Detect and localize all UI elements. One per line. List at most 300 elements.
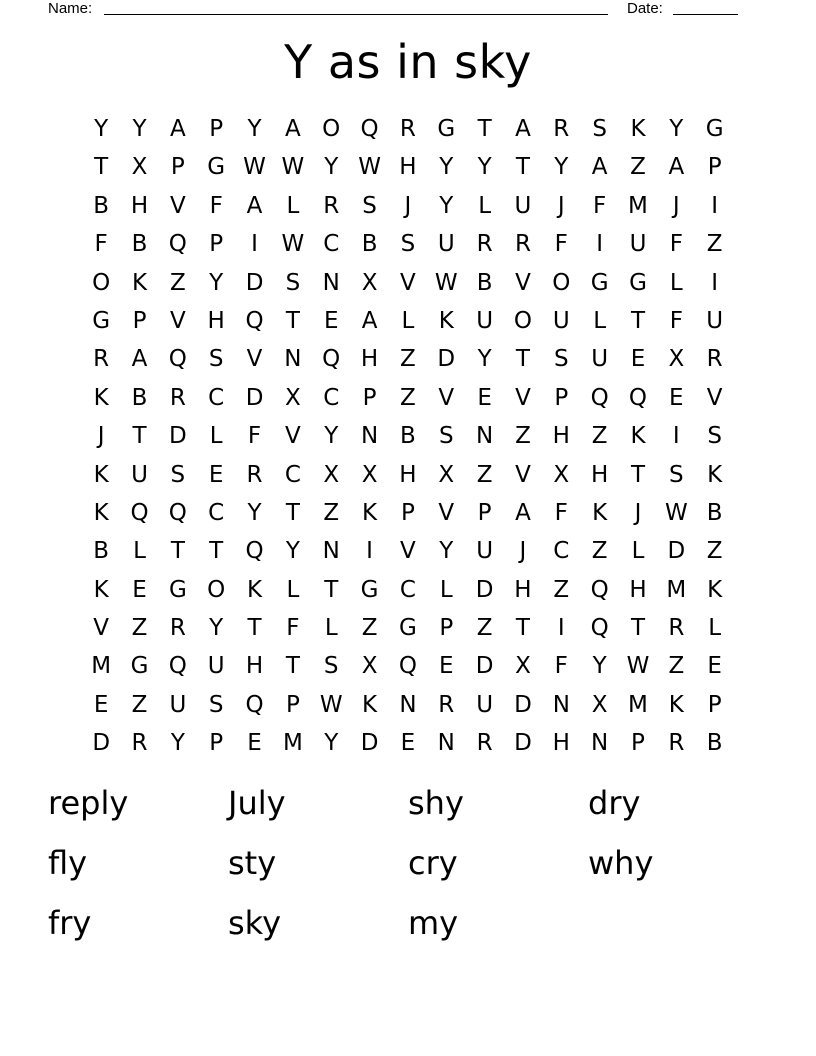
grid-cell: G <box>590 269 609 296</box>
grid-cell: U <box>552 307 570 334</box>
word-list-row <box>48 778 768 838</box>
grid-cell: E <box>400 730 416 757</box>
grid-cell: Z <box>553 576 570 603</box>
grid-cell: Z <box>630 154 646 181</box>
grid-cell: C <box>208 499 225 526</box>
grid-cell: R <box>131 730 148 757</box>
word-list-item: July <box>228 784 286 822</box>
grid-cell: U <box>514 192 532 219</box>
grid-cell: V <box>246 346 263 373</box>
grid-cell: P <box>209 116 224 142</box>
grid-cell: V <box>515 461 531 488</box>
grid-cell: J <box>97 423 105 450</box>
grid-cell: T <box>324 576 339 603</box>
grid-cell: N <box>591 730 609 757</box>
grid-cell: G <box>360 576 379 603</box>
grid-cell: C <box>284 461 301 488</box>
grid-cell: U <box>476 691 494 718</box>
grid-row <box>82 379 734 417</box>
grid-cell: Q <box>168 346 187 373</box>
grid-cell: B <box>400 423 416 450</box>
grid-cell: V <box>515 384 531 411</box>
grid-cell: X <box>361 461 378 488</box>
grid-cell: M <box>282 730 303 757</box>
grid-cell: P <box>132 307 147 334</box>
grid-cell: A <box>591 154 608 181</box>
grid-cell: P <box>439 615 454 642</box>
grid-cell: P <box>631 730 645 757</box>
grid-cell: C <box>323 384 340 411</box>
grid-cell: Y <box>132 116 147 142</box>
grid-cell: L <box>439 576 453 603</box>
grid-cell: J <box>634 499 642 526</box>
grid-cell: Y <box>324 730 339 757</box>
grid-cell: L <box>286 192 300 219</box>
grid-cell: N <box>476 423 494 450</box>
grid-cell: N <box>284 346 302 373</box>
grid-cell: O <box>322 116 341 142</box>
grid-cell: R <box>476 730 493 757</box>
grid-cell: F <box>593 192 607 219</box>
grid-cell: M <box>628 192 648 219</box>
grid-cell: Q <box>590 576 609 603</box>
grid-cell: B <box>706 730 723 757</box>
grid-cell: J <box>519 538 527 565</box>
grid-cell: R <box>169 384 186 411</box>
grid-cell: G <box>705 116 724 142</box>
grid-cell: R <box>399 116 416 142</box>
grid-cell: L <box>631 538 645 565</box>
grid-cell: P <box>209 231 224 258</box>
grid-cell: U <box>629 231 647 258</box>
grid-cell: D <box>667 538 686 565</box>
grid-cell: L <box>324 615 338 642</box>
grid-cell: I <box>711 269 719 296</box>
grid-cell: A <box>246 192 263 219</box>
grid-cell: H <box>552 423 570 450</box>
grid-cell: J <box>672 192 680 219</box>
grid-cell: P <box>707 691 722 718</box>
grid-cell: O <box>207 576 226 603</box>
grid-row <box>82 571 734 609</box>
grid-cell: R <box>553 116 570 142</box>
grid-cell: U <box>476 307 494 334</box>
grid-cell: V <box>438 384 455 411</box>
grid-cell: E <box>323 307 339 334</box>
grid-cell: K <box>592 499 608 526</box>
grid-row <box>82 264 734 302</box>
grid-row <box>82 609 734 647</box>
grid-cell: U <box>706 307 724 334</box>
grid-cell: K <box>707 576 723 603</box>
grid-cell: V <box>169 192 186 219</box>
grid-cell: F <box>669 307 683 334</box>
word-list-item: my <box>408 904 459 942</box>
grid-cell: K <box>93 576 109 603</box>
grid-cell: O <box>513 307 532 334</box>
grid-cell: L <box>478 192 492 219</box>
grid-cell: K <box>362 691 378 718</box>
grid-row <box>82 110 734 148</box>
grid-cell: Q <box>245 691 264 718</box>
grid-cell: Y <box>324 423 339 450</box>
grid-cell: T <box>285 653 300 680</box>
grid-cell: F <box>554 231 568 258</box>
grid-cell: Y <box>477 346 492 373</box>
grid-cell: Z <box>706 231 723 258</box>
word-list-item: reply <box>48 784 129 822</box>
grid-cell: W <box>626 653 650 680</box>
grid-cell: G <box>437 116 456 142</box>
grid-cell: V <box>93 615 110 642</box>
grid-cell: A <box>285 116 301 142</box>
grid-cell: Q <box>130 499 149 526</box>
grid-cell: P <box>209 730 224 757</box>
grid-cell: X <box>361 653 378 680</box>
word-list <box>48 778 768 958</box>
grid-cell: A <box>515 116 531 142</box>
grid-cell: G <box>92 307 111 334</box>
grid-cell: S <box>285 269 301 296</box>
grid-cell: R <box>514 231 531 258</box>
grid-row <box>82 417 734 455</box>
grid-cell: P <box>362 384 377 411</box>
worksheet-header <box>48 0 748 20</box>
grid-cell: L <box>593 307 607 334</box>
grid-cell: L <box>401 307 415 334</box>
name-input-line <box>104 14 608 15</box>
grid-cell: J <box>557 192 565 219</box>
grid-cell: K <box>93 499 109 526</box>
grid-cell: S <box>669 461 684 488</box>
grid-cell: S <box>323 653 339 680</box>
grid-cell: Y <box>209 269 224 296</box>
grid-cell: H <box>360 346 379 373</box>
grid-row <box>82 532 734 570</box>
grid-cell: V <box>438 499 455 526</box>
grid-cell: T <box>630 461 646 488</box>
grid-cell: U <box>131 461 148 488</box>
grid-cell: I <box>557 615 565 642</box>
grid-cell: O <box>552 269 571 296</box>
grid-cell: T <box>477 116 492 142</box>
grid-cell: T <box>515 154 530 181</box>
grid-cell: Z <box>591 538 608 565</box>
grid-cell: Y <box>554 154 569 181</box>
grid-cell: R <box>169 615 186 642</box>
grid-cell: R <box>93 346 110 373</box>
grid-cell: E <box>93 691 109 718</box>
grid-cell: Q <box>628 384 648 411</box>
grid-cell: K <box>668 691 684 718</box>
grid-cell: W <box>319 691 343 718</box>
grid-cell: N <box>399 691 417 718</box>
grid-cell: E <box>707 653 722 680</box>
grid-cell: T <box>630 615 646 642</box>
grid-cell: T <box>285 307 300 334</box>
grid-cell: S <box>362 192 377 219</box>
letter-grid <box>82 110 734 763</box>
grid-cell: U <box>591 346 609 373</box>
grid-cell: Q <box>168 653 187 680</box>
grid-cell: E <box>438 653 454 680</box>
grid-cell: E <box>208 461 224 488</box>
grid-cell: T <box>630 307 646 334</box>
grid-cell: D <box>360 730 379 757</box>
grid-cell: W <box>243 154 266 181</box>
grid-cell: B <box>131 231 148 258</box>
grid-cell: H <box>130 192 149 219</box>
grid-cell: P <box>707 154 722 181</box>
grid-cell: T <box>94 154 109 181</box>
grid-cell: F <box>286 615 300 642</box>
grid-cell: D <box>514 730 532 757</box>
word-list-item: sky <box>228 904 281 942</box>
grid-row <box>82 686 734 724</box>
grid-cell: D <box>475 653 494 680</box>
grid-cell: P <box>285 691 300 718</box>
grid-cell: S <box>208 346 224 373</box>
grid-cell: W <box>664 499 688 526</box>
grid-cell: Y <box>439 154 454 181</box>
grid-cell: N <box>360 423 379 450</box>
grid-cell: L <box>209 423 223 450</box>
grid-cell: R <box>668 730 685 757</box>
grid-cell: Q <box>360 116 379 142</box>
word-list-item: sty <box>228 844 277 882</box>
grid-cell: V <box>400 269 416 296</box>
grid-cell: W <box>434 269 458 296</box>
grid-row <box>82 340 734 378</box>
date-label: Date: <box>627 0 663 17</box>
grid-cell: T <box>132 423 147 450</box>
grid-cell: Y <box>285 538 300 565</box>
grid-cell: E <box>132 576 147 603</box>
grid-cell: A <box>515 499 531 526</box>
grid-cell: K <box>93 384 109 411</box>
grid-cell: F <box>669 231 683 258</box>
grid-row <box>82 724 734 762</box>
grid-cell: Z <box>668 653 685 680</box>
grid-cell: U <box>476 538 494 565</box>
grid-cell: D <box>92 730 111 757</box>
grid-cell: E <box>477 384 492 411</box>
grid-cell: G <box>207 154 226 181</box>
grid-cell: L <box>286 576 300 603</box>
grid-cell: S <box>400 231 416 258</box>
grid-cell: R <box>668 615 685 642</box>
grid-cell: P <box>170 154 185 181</box>
grid-cell: F <box>554 653 568 680</box>
word-list-row <box>48 838 768 898</box>
page-title: Y as in sky <box>284 35 532 89</box>
grid-cell: Z <box>476 461 493 488</box>
grid-cell: D <box>437 346 456 373</box>
grid-cell: T <box>515 346 530 373</box>
grid-cell: X <box>323 461 340 488</box>
grid-cell: I <box>366 538 373 565</box>
grid-cell: B <box>131 384 148 411</box>
grid-cell: A <box>169 116 186 142</box>
grid-cell: W <box>358 154 381 181</box>
grid-cell: Y <box>324 154 339 181</box>
grid-cell: U <box>207 653 225 680</box>
grid-cell: B <box>93 538 110 565</box>
grid-cell: X <box>668 346 685 373</box>
grid-row <box>82 148 734 186</box>
grid-cell: F <box>554 499 568 526</box>
grid-cell: X <box>131 154 148 181</box>
grid-cell: Q <box>245 538 264 565</box>
grid-cell: S <box>553 346 569 373</box>
grid-cell: Z <box>361 615 378 642</box>
grid-cell: C <box>399 576 416 603</box>
grid-cell: D <box>514 691 532 718</box>
grid-cell: T <box>247 615 262 642</box>
grid-cell: N <box>437 730 455 757</box>
grid-cell: R <box>323 192 340 219</box>
grid-cell: V <box>400 538 416 565</box>
grid-cell: Q <box>590 615 609 642</box>
grid-cell: F <box>94 231 108 258</box>
name-label: Name: <box>48 0 93 17</box>
grid-cell: M <box>666 576 687 603</box>
grid-cell: Y <box>94 116 109 142</box>
grid-cell: T <box>170 538 185 565</box>
grid-cell: K <box>707 461 723 488</box>
grid-cell: P <box>477 499 492 526</box>
grid-cell: Z <box>323 499 340 526</box>
grid-cell: Z <box>131 615 148 642</box>
grid-cell: Q <box>168 499 187 526</box>
word-list-item: why <box>588 844 654 882</box>
grid-cell: H <box>514 576 532 603</box>
grid-row <box>82 494 734 532</box>
grid-cell: K <box>362 499 378 526</box>
grid-cell: L <box>669 269 683 296</box>
grid-cell: H <box>207 307 225 334</box>
grid-cell: Z <box>400 384 416 411</box>
grid-cell: Y <box>592 653 607 680</box>
grid-cell: X <box>438 461 455 488</box>
grid-cell: X <box>591 691 608 718</box>
grid-cell: V <box>285 423 301 450</box>
grid-cell: I <box>596 231 604 258</box>
grid-cell: P <box>554 384 569 411</box>
grid-cell: R <box>706 346 723 373</box>
grid-cell: C <box>208 384 225 411</box>
grid-cell: E <box>669 384 684 411</box>
grid-row <box>82 456 734 494</box>
grid-cell: N <box>322 269 340 296</box>
grid-cell: R <box>476 231 493 258</box>
grid-cell: Y <box>669 116 684 142</box>
grid-cell: Z <box>515 423 531 450</box>
grid-cell: Z <box>591 423 608 450</box>
grid-cell: K <box>93 461 109 488</box>
grid-cell: Y <box>170 730 185 757</box>
grid-cell: J <box>404 192 412 219</box>
grid-cell: Q <box>245 307 264 334</box>
grid-cell: H <box>590 461 609 488</box>
grid-cell: R <box>438 691 455 718</box>
grid-cell: Q <box>398 653 417 680</box>
grid-cell: V <box>706 384 723 411</box>
grid-cell: X <box>285 384 301 411</box>
grid-cell: O <box>92 269 111 296</box>
grid-cell: W <box>281 231 305 258</box>
grid-cell: B <box>93 192 110 219</box>
grid-cell: E <box>630 346 646 373</box>
grid-cell: Z <box>131 691 148 718</box>
grid-cell: U <box>437 231 455 258</box>
grid-cell: Z <box>706 538 723 565</box>
grid-cell: Y <box>439 538 454 565</box>
grid-cell: T <box>285 499 300 526</box>
grid-cell: Y <box>477 154 492 181</box>
grid-cell: Y <box>439 192 454 219</box>
grid-cell: H <box>245 653 264 680</box>
grid-cell: Q <box>168 231 187 258</box>
grid-cell: H <box>399 461 417 488</box>
grid-cell: X <box>361 269 378 296</box>
grid-cell: T <box>209 538 224 565</box>
word-list-item: fly <box>48 844 88 882</box>
grid-cell: N <box>322 538 340 565</box>
grid-cell: G <box>130 653 149 680</box>
grid-cell: Z <box>400 346 416 373</box>
grid-cell: S <box>438 423 454 450</box>
grid-cell: U <box>169 691 187 718</box>
grid-cell: E <box>247 730 262 757</box>
word-list-item: shy <box>408 784 464 822</box>
grid-cell: M <box>91 653 112 680</box>
grid-cell: I <box>672 423 680 450</box>
grid-cell: Z <box>169 269 186 296</box>
grid-cell: Q <box>590 384 609 411</box>
grid-cell: X <box>553 461 570 488</box>
grid-cell: Z <box>476 615 493 642</box>
grid-cell: G <box>168 576 187 603</box>
grid-cell: W <box>281 154 305 181</box>
grid-cell: S <box>707 423 722 450</box>
grid-cell: M <box>628 691 648 718</box>
grid-cell: D <box>245 384 264 411</box>
grid-cell: I <box>711 192 719 219</box>
grid-cell: H <box>629 576 647 603</box>
grid-cell: V <box>169 307 186 334</box>
grid-cell: A <box>131 346 148 373</box>
grid-cell: X <box>515 653 531 680</box>
grid-cell: F <box>209 192 223 219</box>
grid-cell: D <box>245 269 264 296</box>
grid-cell: K <box>630 423 646 450</box>
grid-cell: L <box>133 538 146 565</box>
grid-cell: S <box>170 461 186 488</box>
grid-cell: I <box>251 231 258 258</box>
grid-cell: C <box>323 231 340 258</box>
grid-cell: B <box>361 231 378 258</box>
grid-row <box>82 187 734 225</box>
grid-cell: A <box>668 154 685 181</box>
grid-cell: R <box>246 461 263 488</box>
grid-cell: Y <box>247 499 262 526</box>
grid-row <box>82 302 734 340</box>
grid-cell: K <box>630 116 646 142</box>
grid-cell: Q <box>322 346 341 373</box>
grid-cell: S <box>592 116 607 142</box>
grid-cell: V <box>515 269 531 296</box>
